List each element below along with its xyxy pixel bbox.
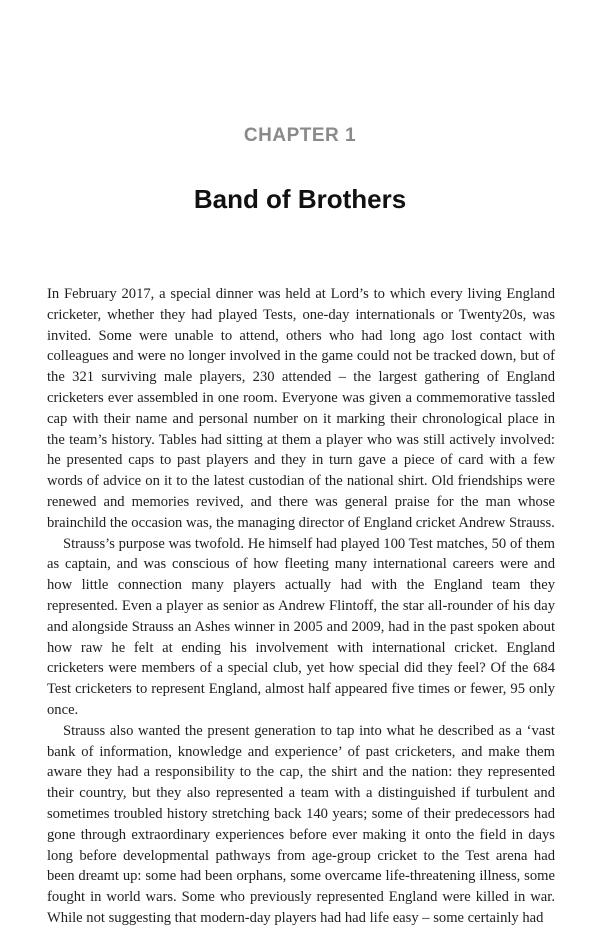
chapter-number: CHAPTER 1: [243, 125, 357, 146]
chapter-title: Band of Brothers: [193, 184, 407, 214]
paragraph-1: In February 2017, a special dinner was held at Lord’s to which every living England cricketer, whether they had played Tests, one-day internationals or Twenty20s, was invited. Some were unable to attend, others who had long ago lost contact with colleagues and were no longer involved in the game could not be tracked down, but of the 321 surviving male players, 230 attended – the largest gathering of England cricketers ever assembled in one room. Everyone was given a commemorative tassled cap with their name and personal number on it marking their chronological place in the team’s history. Tables had sitting at them a player who was still actively involved: he presented caps to past players and they in turn gave a piece of card with a few words of advice on it to the latest custodian of the national shirt. Old friendships were renewed and memories revived, and there was general praise for the man whose brainchild the occasion was, the managing director of England cricket Andrew Strauss.: [47, 286, 555, 531]
paragraph-2: Strauss’s purpose was twofold. He himself had played 100 Test matches, 50 of them as captain, and was conscious of how fleeting many international careers were and how little connection many players actually had with the England team they represented. Even a player as senior as Andrew Flintoff, the star all-rounder of his day and alongside Strauss an Ashes winner in 2005 and 2009, had in the past spoken about how raw he felt at ending his involvement with international cricket. England cricketers were members of a special club, yet how special did they feel? Of the 684 Test cricketers to represent England, almost half appeared five times or fewer, 95 only once.: [47, 535, 555, 718]
paragraph-3: Strauss also wanted the present generation to tap into what he described as a ‘vast bank of information, knowledge and experience’ of past cricketers, and make them aware they had a responsibility to the cap, the shirt and the nation: they represented their country, but they also represented a team with a distinguished if turbulent and sometimes troubled history stretching back 140 years; some of their predecessors had gone through extraordinary experiences before ever making it onto the field in days long before developmental pathways from age-group cricket to the Test arena had been dreamt up: some had been orphans, some overcame life-threatening illness, some fought in world wars. Some who previously represented England were killed in war. While not suggesting that modern-day players had had life easy – some certainly had: [47, 722, 555, 926]
chapter-body: [47, 284, 555, 929]
